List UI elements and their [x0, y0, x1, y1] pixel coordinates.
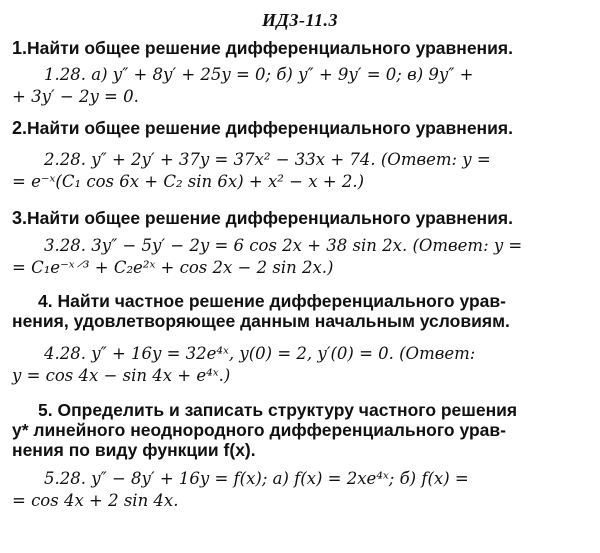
task-3-number: 3.: [12, 208, 28, 228]
task-4-text-line-2: нения, удовлетворяющее данным начальным условиям.: [12, 311, 510, 331]
task-3-equation-line-1: 3.28. 3y″ − 5y′ − 2y = 6 cos 2x + 38 sin 2x. (Ответ: y =: [44, 236, 523, 255]
task-1-number: 1.: [12, 38, 28, 58]
task-5-text-line-1: 5. Определить и записать структуру частного решения: [38, 400, 518, 420]
task-3: [12, 208, 588, 279]
task-2-heading: [12, 118, 588, 139]
task-5-equation-line-2: = cos 4x + 2 sin 4x.: [12, 491, 179, 510]
task-5-equation-line-1: 5.28. y″ − 8y′ + 16y = f(x); а) f(x) = 2xe⁴ˣ; б) f(x) =: [44, 469, 469, 488]
task-1: [12, 38, 588, 108]
page-title: ИДЗ-11.3: [262, 10, 338, 30]
task-1-heading: [12, 38, 588, 59]
task-3-equation-line-2: = C₁e⁻ˣ⸍³ + C₂e²ˣ + cos 2x − 2 sin 2x.): [12, 258, 334, 277]
task-2-heading-text: Найти общее решение дифференциального уравнения.: [27, 118, 513, 138]
task-3-heading: [12, 208, 588, 229]
task-5-text-line-3: нения по виду функции f(x).: [12, 440, 256, 460]
task-1-equation-line-1: 1.28. а) y″ + 8y′ + 25y = 0; б) y″ + 9y′ = 0; в) 9y″ +: [44, 65, 474, 84]
task-3-heading-text: Найти общее решение дифференциального уравнения.: [27, 208, 513, 228]
task-1-equation-line-2: + 3y′ − 2y = 0.: [12, 87, 139, 106]
task-4-equation-line-1: 4.28. y″ + 16y = 32e⁴ˣ, y(0) = 2, y′(0) = 0. (Ответ:: [44, 344, 476, 363]
task-2-equation-line-2: = e⁻ˣ(C₁ cos 6x + C₂ sin 6x) + x² − x + 2.): [12, 172, 365, 191]
task-4: [12, 291, 588, 387]
task-5-text-line-2: y* линейного неоднородного дифференциального урав-: [12, 420, 506, 440]
task-5: [12, 400, 588, 512]
task-2: [12, 118, 588, 193]
task-4-equation-line-2: y = cos 4x − sin 4x + e⁴ˣ.): [12, 366, 231, 385]
task-1-heading-text: Найти общее решение дифференциального уравнения.: [27, 38, 513, 58]
task-4-text-line-1: 4. Найти частное решение дифференциального урав-: [38, 291, 506, 311]
task-2-number: 2.: [12, 118, 28, 138]
task-2-equation-line-1: 2.28. y″ + 2y′ + 37y = 37x² − 33x + 74. (Ответ: y =: [44, 150, 491, 169]
